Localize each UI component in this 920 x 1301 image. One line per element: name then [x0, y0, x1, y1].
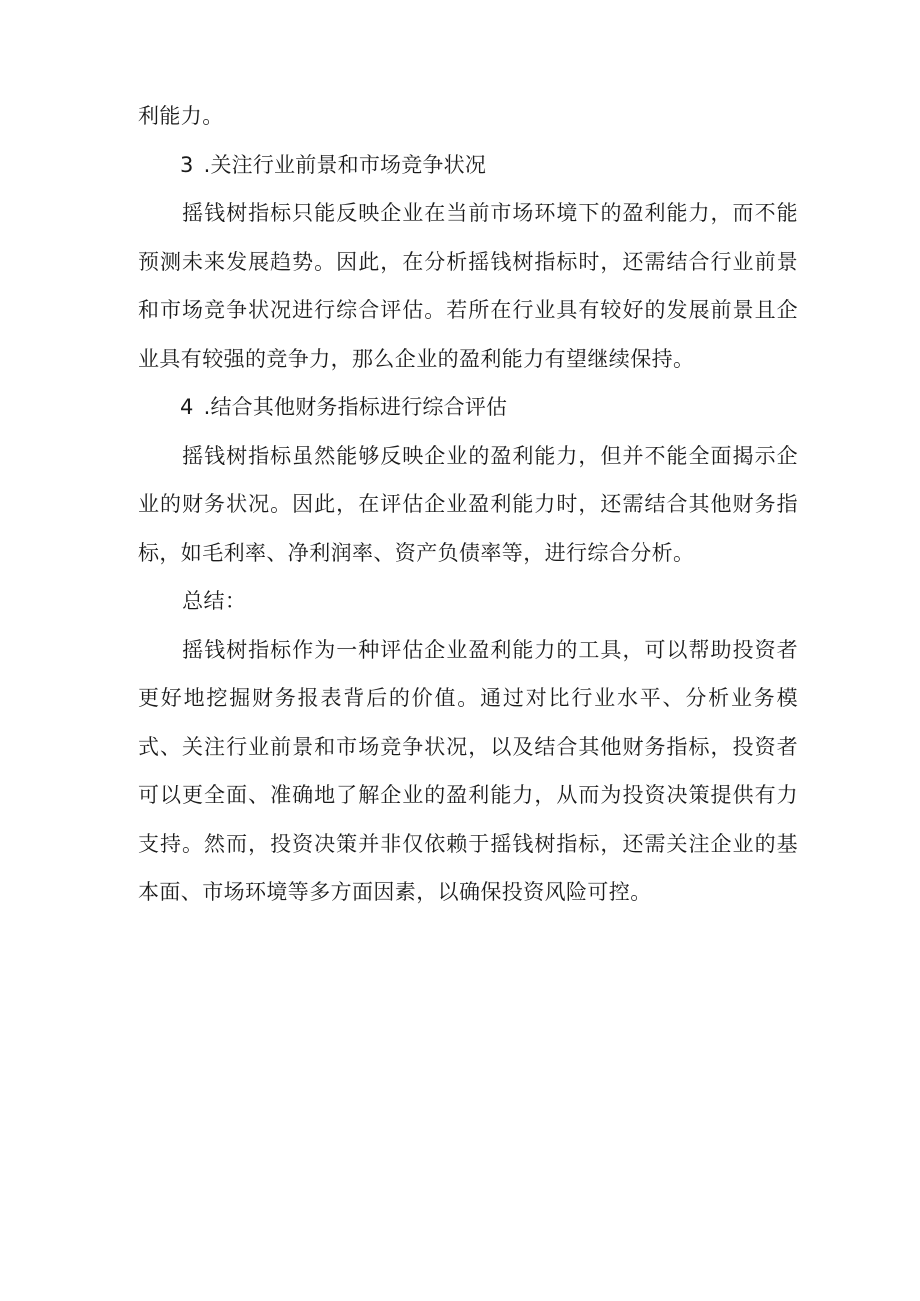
section-3-title: .关注行业前景和市场竞争状况	[203, 152, 487, 177]
section-4-title: .结合其他财务指标进行综合评估	[203, 395, 508, 419]
fragment-paragraph: 利能力。	[138, 104, 224, 128]
section-3-paragraph: 摇钱树指标只能反映企业在当前市场环境下的盈利能力，而不能预测未来发展趋势。因此，在分析摇钱树指标时，还需结合行业前景和市场竞争状况进行综合评估。若所在行业具有较好的发展前景且企业具有较强的竞争力，那么企业的盈利能力有望继续保持。	[138, 201, 798, 371]
section-3-number: 3	[180, 152, 194, 177]
summary-paragraph: 摇钱树指标作为一种评估企业盈利能力的工具，可以帮助投资者更好地挖掘财务报表背后的价值。通过对比行业水平、分析业务模式、关注行业前景和市场竞争状况，以及结合其他财务指标，投资者可以更全面、准确地了解企业的盈利能力，从而为投资决策提供有力支持。然而，投资决策并非仅依赖于摇钱树指标，还需关注企业的基本面、市场环境等多方面因素，以确保投资风险可控。	[138, 637, 798, 904]
section-3-heading	[138, 141, 798, 190]
section-4-number: 4	[180, 395, 194, 419]
document-body	[138, 92, 798, 917]
summary-heading: 总结：	[182, 589, 247, 613]
section-4-heading	[138, 383, 798, 432]
section-4-paragraph: 摇钱树指标虽然能够反映企业的盈利能力，但并不能全面揭示企业的财务状况。因此，在评估企业盈利能力时，还需结合其他财务指标，如毛利率、净利润率、资产负债率等，进行综合分析。	[138, 443, 798, 565]
